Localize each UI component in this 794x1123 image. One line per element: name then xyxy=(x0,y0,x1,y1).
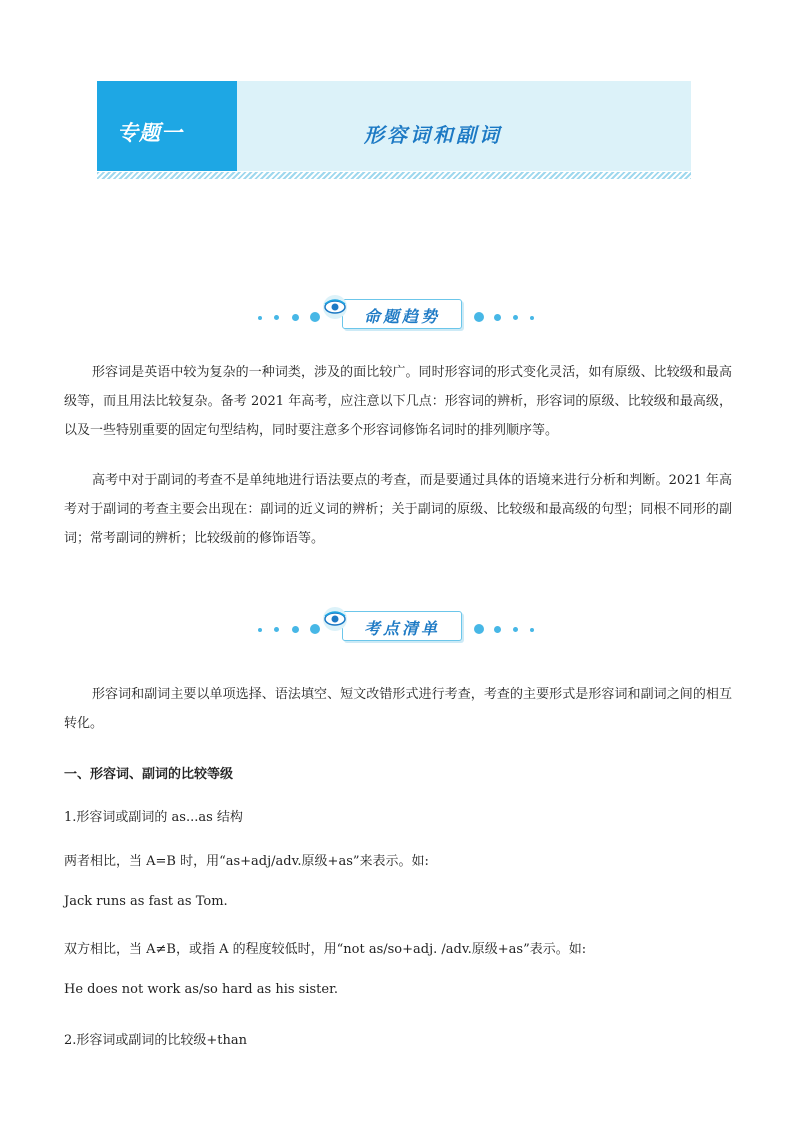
section-badge-trend xyxy=(258,294,538,340)
list-item-2: 2.形容词或副词的比较级+than xyxy=(64,1033,248,1048)
section-label-checklist: 考点清单 xyxy=(363,619,440,638)
eye-icon xyxy=(322,606,348,632)
example-sentence-2: He does not work as/so hard as his sister. xyxy=(64,982,338,997)
rule-text-2: 双方相比，当 A≠B，或指 A 的程度较低时，用“not as/so+adj. /adv.原级+as”表示。如: xyxy=(64,942,587,957)
banner-stripe-divider xyxy=(97,172,691,179)
section-label-box xyxy=(342,299,462,329)
rule-text-1: 两者相比，当 A=B 时，用“as+adj/adv.原级+as”来表示。如: xyxy=(64,854,429,869)
chapter-tag: 专题一 xyxy=(117,121,183,145)
trend-paragraph-1: 形容词是英语中较为复杂的一种词类，涉及的面比较广。同时形容词的形式变化灵活，如有原级、比较级和最高级等，而且用法比较复杂。备考 2021 年高考，应注意以下几点：形容词的辨析，形容词的原级、比较级和最高级，以及一些特别重要的固定句型结构，同时要注意多个形容词修饰名词时的排列顺序等。 xyxy=(64,365,732,438)
example-sentence-1: Jack runs as fast as Tom. xyxy=(64,894,228,909)
chapter-title: 形容词和副词 xyxy=(364,123,502,147)
chapter-banner xyxy=(97,81,691,171)
trend-paragraph-2: 高考中对于副词的考查不是单纯地进行语法要点的考查，而是要通过具体的语境来进行分析和判断。2021 年高考对于副词的考查主要会出现在：副词的近义词的辨析；关于副词的原级、比较级和最高级的句型；同根不同形的副词；常考副词的辨析；比较级前的修饰语等。 xyxy=(64,473,732,546)
list-item-1: 1.形容词或副词的 as...as 结构 xyxy=(64,810,243,825)
chapter-tag-box xyxy=(97,81,237,171)
section-label-box xyxy=(342,611,462,641)
section-heading-1: 一、形容词、副词的比较等级 xyxy=(64,767,234,782)
section-label-trend: 命题趋势 xyxy=(363,307,440,326)
eye-icon xyxy=(322,294,348,320)
checklist-paragraph: 形容词和副词主要以单项选择、语法填空、短文改错形式进行考查，考查的主要形式是形容词和副词之间的相互转化。 xyxy=(64,687,732,731)
section-badge-checklist xyxy=(258,606,538,652)
